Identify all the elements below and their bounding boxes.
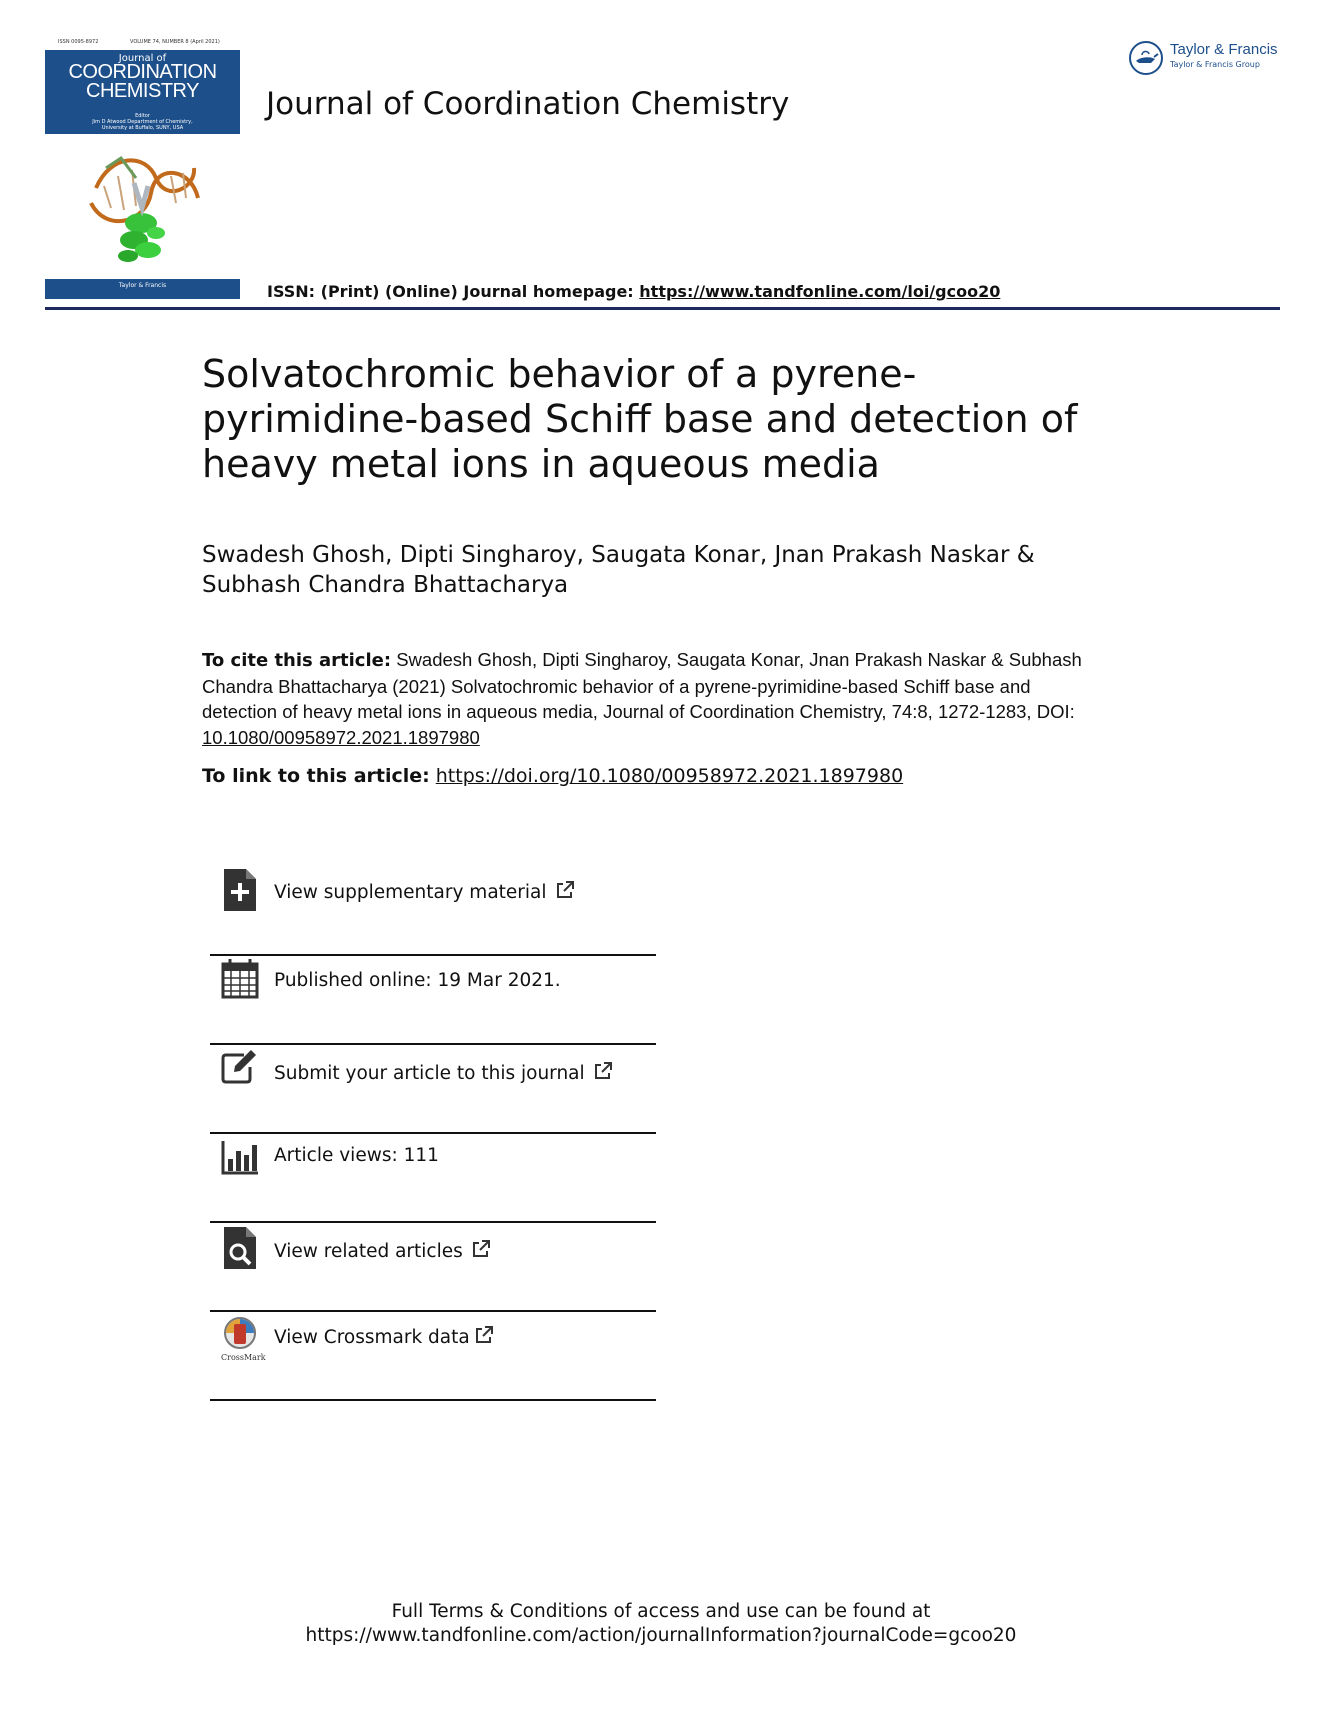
cover-issn: ISSN 0095-8972: [58, 39, 99, 45]
file-plus-icon: [220, 867, 260, 913]
cover-molecule-image: [86, 148, 204, 268]
article-views: Article views: 111: [274, 1145, 439, 1166]
header-divider: [45, 307, 1280, 310]
footer-url[interactable]: https://www.tandfonline.com/action/journalInformation?journalCode=gcoo20: [305, 1625, 1017, 1646]
cover-journal-of: Journal of: [118, 53, 167, 64]
authors-line2: Subhash Chandra Bhattacharya: [202, 572, 569, 598]
submit-text: Submit your article to this journal: [274, 1063, 585, 1084]
publisher-logo[interactable]: [1128, 38, 1288, 78]
calendar-icon: [220, 956, 260, 1002]
link-label: To link to this article:: [202, 765, 430, 787]
related-text: View related articles: [274, 1241, 463, 1262]
issn-homepage-line: [267, 282, 1000, 301]
published-row: [210, 956, 656, 1045]
crossmark-text: View Crossmark data: [274, 1327, 470, 1348]
external-link-icon: [474, 1325, 494, 1345]
publisher-group: Taylor & Francis Group: [1170, 60, 1260, 69]
footer-terms: Full Terms & Conditions of access and use can be found at: [391, 1601, 931, 1622]
file-search-icon: [220, 1225, 260, 1271]
supplementary-text: View supplementary material: [274, 882, 547, 903]
external-link-icon: [471, 1239, 491, 1259]
cover-editor-label: Editor: [135, 113, 150, 119]
crossmark-logo-text: CrossMark: [221, 1353, 266, 1362]
cover-title-line1: COORDINATION: [68, 61, 217, 83]
publisher-name: Taylor & Francis: [1170, 41, 1278, 58]
external-link-icon: [593, 1061, 613, 1081]
cite-label: To cite this article:: [202, 650, 392, 671]
journal-name: Journal of Coordination Chemistry: [266, 86, 790, 122]
submit-row[interactable]: [210, 1045, 656, 1134]
related-label: [274, 1239, 491, 1262]
cover-editor-line2: University at Buffalo, SUNY, USA: [101, 125, 184, 131]
taylor-francis-lamp-icon: [1128, 40, 1164, 76]
supplementary-label: [274, 880, 575, 903]
cover-title-line2: CHEMISTRY: [86, 80, 199, 102]
cite-text: Swadesh Ghosh, Dipti Singharoy, Saugata Konar, Jnan Prakash Naskar & Subhash Chandra Bhattacharya (2021) Solvatochromic behavior of a pyrene-pyrimidine-based Schiff base and detection of heavy metal ions in aqueous media, Journal of Coordination Chemistry, 74:8, 1272-1283, DOI:: [202, 649, 1082, 722]
authors-line1: Swadesh Ghosh, Dipti Singharoy, Saugata Konar, Jnan Prakash Naskar &: [202, 542, 1035, 568]
authors: [202, 540, 1102, 600]
cover-publisher: Taylor & Francis: [118, 282, 167, 289]
row-divider: [210, 1399, 656, 1401]
article-link-line: [202, 765, 903, 787]
footer: [0, 1600, 1322, 1648]
citation: [202, 647, 1102, 750]
submit-label: [274, 1061, 613, 1084]
cover-volume: VOLUME 74, NUMBER 8 (April 2021): [130, 39, 220, 45]
published-date: Published online: 19 Mar 2021.: [274, 970, 561, 991]
cover-editor-line1: Jim D Atwood Department of Chemistry,: [92, 119, 193, 125]
external-link-icon: [555, 880, 575, 900]
article-title: Solvatochromic behavior of a pyrene-pyrimidine-based Schiff base and detection of heavy metal ions in aqueous media: [202, 352, 1078, 486]
crossmark-row[interactable]: [210, 1312, 656, 1401]
supplementary-row[interactable]: [210, 867, 656, 956]
cite-doi-link[interactable]: 10.1080/00958972.2021.1897980: [202, 726, 480, 748]
related-row[interactable]: [210, 1223, 656, 1312]
views-row: [210, 1134, 656, 1223]
issn-text: ISSN: (Print) (Online) Journal homepage:: [267, 282, 640, 301]
article-doi-link[interactable]: https://doi.org/10.1080/00958972.2021.1897980: [435, 765, 904, 787]
cover-editor: [45, 113, 240, 131]
cover-title: [45, 63, 240, 101]
edit-icon: [220, 1045, 260, 1091]
crossmark-label: [274, 1325, 494, 1348]
journal-homepage-link[interactable]: https://www.tandfonline.com/loi/gcoo20: [639, 282, 1001, 301]
bar-chart-icon: [220, 1139, 260, 1185]
